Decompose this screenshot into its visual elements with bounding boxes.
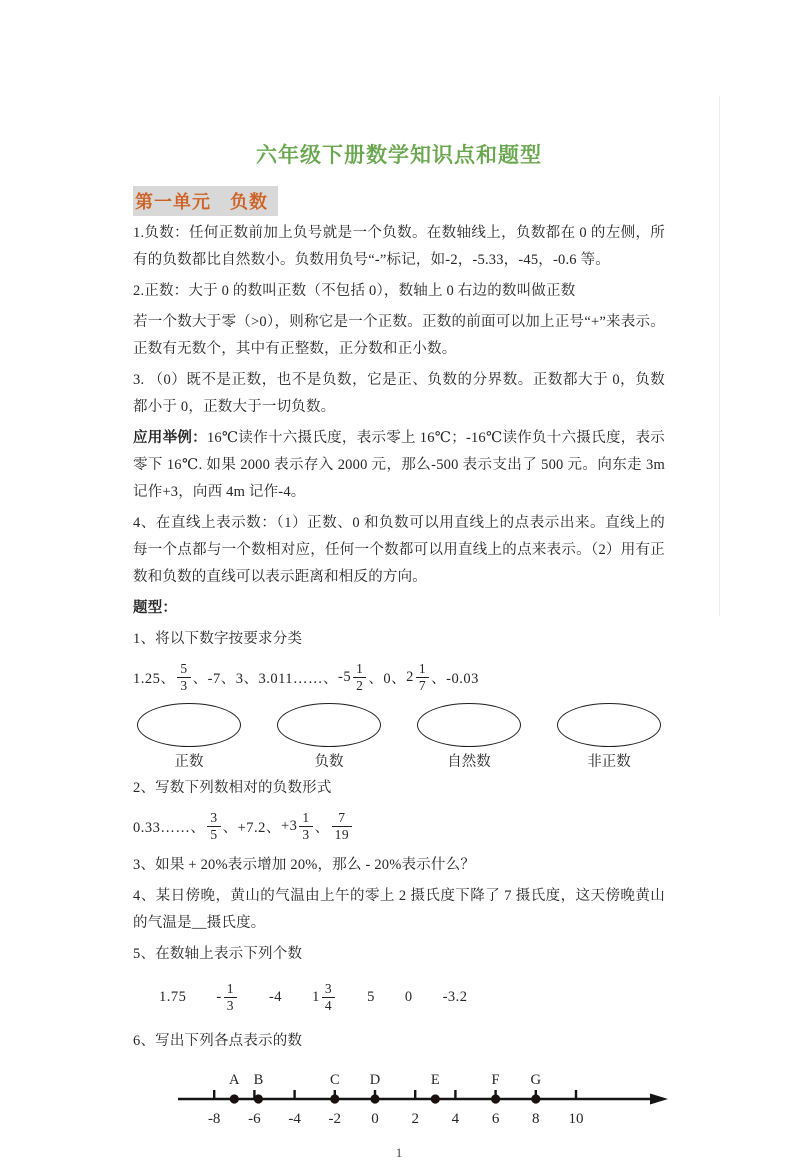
number-token: -3.2 <box>442 988 468 1005</box>
point-label: A <box>229 1072 240 1088</box>
fraction: $\frac{5}{3}$ <box>175 661 192 693</box>
fraction: 1 $\frac{3}{4}$ <box>312 981 337 1013</box>
number-token: 0 <box>404 988 413 1005</box>
paragraph-number-line-concept: 4、在直线上表示数：（1）正数、0 和负数可以用直线上的点表示出来。直线上的每一个点都与一个数相对应，任何一个数都可以用直线上的点来表示。（2）用有正数和负数的直线可以表示距离和相反的方向。 <box>133 515 665 585</box>
page-title: 六年级下册数学知识点和题型 <box>256 144 542 167</box>
tick-label: 4 <box>451 1111 460 1127</box>
point-label: D <box>369 1072 381 1088</box>
oval-label: 自然数 <box>447 754 491 770</box>
classification-oval-group <box>417 703 521 771</box>
point-label: F <box>491 1072 500 1088</box>
fraction: 2 $\frac{1}{7}$ <box>406 661 431 693</box>
number-line-diagram <box>0 1059 793 1139</box>
number-token: 、-7、3、3.011……、 <box>192 670 339 687</box>
question-1-number-list <box>133 655 665 699</box>
fraction: -5 $\frac{1}{2}$ <box>338 661 368 693</box>
oval-shape <box>557 703 661 747</box>
point-dot <box>254 1094 263 1103</box>
question-5-number-list <box>133 970 665 1024</box>
question-5-text: 5、在数轴上表示下列个数 <box>133 946 303 962</box>
paragraph-application-examples <box>133 425 665 506</box>
fraction: $\frac{7}{19}$ <box>330 810 355 842</box>
point-dot <box>370 1094 379 1103</box>
number-token: 、0、 <box>368 670 407 687</box>
oval-shape <box>417 703 521 747</box>
tick-label: 8 <box>532 1111 540 1127</box>
paragraph-zero-definition: 3. （0）既不是正数，也不是负数，它是正、负数的分界数。正数都大于 0，负数都小于 0，正数大于一切负数。 <box>133 372 665 415</box>
point-label: G <box>530 1072 542 1088</box>
question-4-text: 4、某日傍晚，黄山的气温由上午的零上 2 摄氏度下降了 7 摄氏度，这天傍晚黄山的气温是__摄氏度。 <box>133 888 665 931</box>
page-number: 1 <box>395 1145 403 1160</box>
section-header: 第一单元 负数 <box>133 186 278 216</box>
question-6-text: 6、写出下列各点表示的数 <box>133 1033 303 1049</box>
oval-label: 负数 <box>314 754 344 770</box>
point-dot <box>330 1094 339 1103</box>
paragraph-negative-definition: 1.负数：任何正数前加上负号就是一个负数。在数轴线上，负数都在 0 的左侧，所有的负数都比自然数小。负数用负号“-”标记，如-2，-5.33，-45，-0.6 等。 <box>133 225 665 268</box>
tick-label: 0 <box>371 1111 379 1127</box>
point-dot <box>491 1094 500 1103</box>
tick-label: -6 <box>248 1111 261 1127</box>
number-token: 、+7.2、 <box>222 819 281 836</box>
point-label: E <box>430 1072 440 1088</box>
number-token: 、 <box>314 819 330 836</box>
section-header-row <box>133 186 665 216</box>
fraction: - $\frac{1}{3}$ <box>216 981 239 1013</box>
point-dot <box>230 1094 239 1103</box>
paragraph-positive-detail: 若一个数大于零（>0），则称它是一个正数。正数的前面可以加上正号“+”来表示。正数有无数个，其中有正整数，正分数和正小数。 <box>133 314 665 357</box>
classification-oval-group <box>557 703 661 771</box>
fraction: +3 $\frac{1}{3}$ <box>281 810 315 842</box>
oval-shape <box>277 703 381 747</box>
fraction: $\frac{3}{5}$ <box>205 810 222 842</box>
question-types-label: 题型： <box>133 600 178 616</box>
point-dot <box>431 1094 440 1103</box>
application-label: 应用举例： <box>133 430 207 446</box>
application-text: 16℃读作十六摄氏度，表示零上 16℃；-16℃读作负十六摄氏度，表示零下 16℃. 如果 2000 表示存入 2000 元，那么-500 表示支出了 500 元。向东走 3m 记作+3，向西 4m 记作-4。 <box>133 430 666 500</box>
number-token: 0.33……、 <box>133 819 206 836</box>
number-token: 1.75 <box>159 988 187 1005</box>
tick-label: 2 <box>411 1111 419 1127</box>
oval-label: 正数 <box>174 754 204 770</box>
tick-label: -4 <box>288 1111 301 1127</box>
classification-ovals <box>133 703 665 771</box>
tick-label: -2 <box>328 1111 342 1127</box>
number-token: 5 <box>367 988 375 1005</box>
classification-oval-group <box>137 703 241 771</box>
oval-label: 非正数 <box>587 754 631 770</box>
axis-arrowhead <box>650 1094 668 1105</box>
tick-label: -8 <box>207 1111 221 1127</box>
tick-label: 10 <box>568 1111 584 1127</box>
number-token: 、-0.03 <box>431 670 479 687</box>
number-token: 1.25、 <box>133 670 176 687</box>
oval-shape <box>137 703 241 747</box>
tick-label: 6 <box>491 1111 500 1127</box>
scan-artifact-line <box>719 96 720 616</box>
question-1-text: 1、将以下数字按要求分类 <box>133 631 303 647</box>
question-2-number-list <box>133 804 665 848</box>
point-label: B <box>253 1072 264 1088</box>
paragraph-positive-definition: 2.正数：大于 0 的数叫正数（不包括 0），数轴上 0 右边的数叫做正数 <box>133 283 576 299</box>
question-2-text: 2、写数下列数相对的负数形式 <box>133 780 332 796</box>
point-dot <box>531 1094 540 1103</box>
classification-oval-group <box>277 703 381 771</box>
point-label: C <box>329 1072 340 1088</box>
question-3-text: 3、如果 + 20%表示增加 20%，那么 - 20%表示什么？ <box>133 857 476 873</box>
number-token: -4 <box>268 988 283 1005</box>
